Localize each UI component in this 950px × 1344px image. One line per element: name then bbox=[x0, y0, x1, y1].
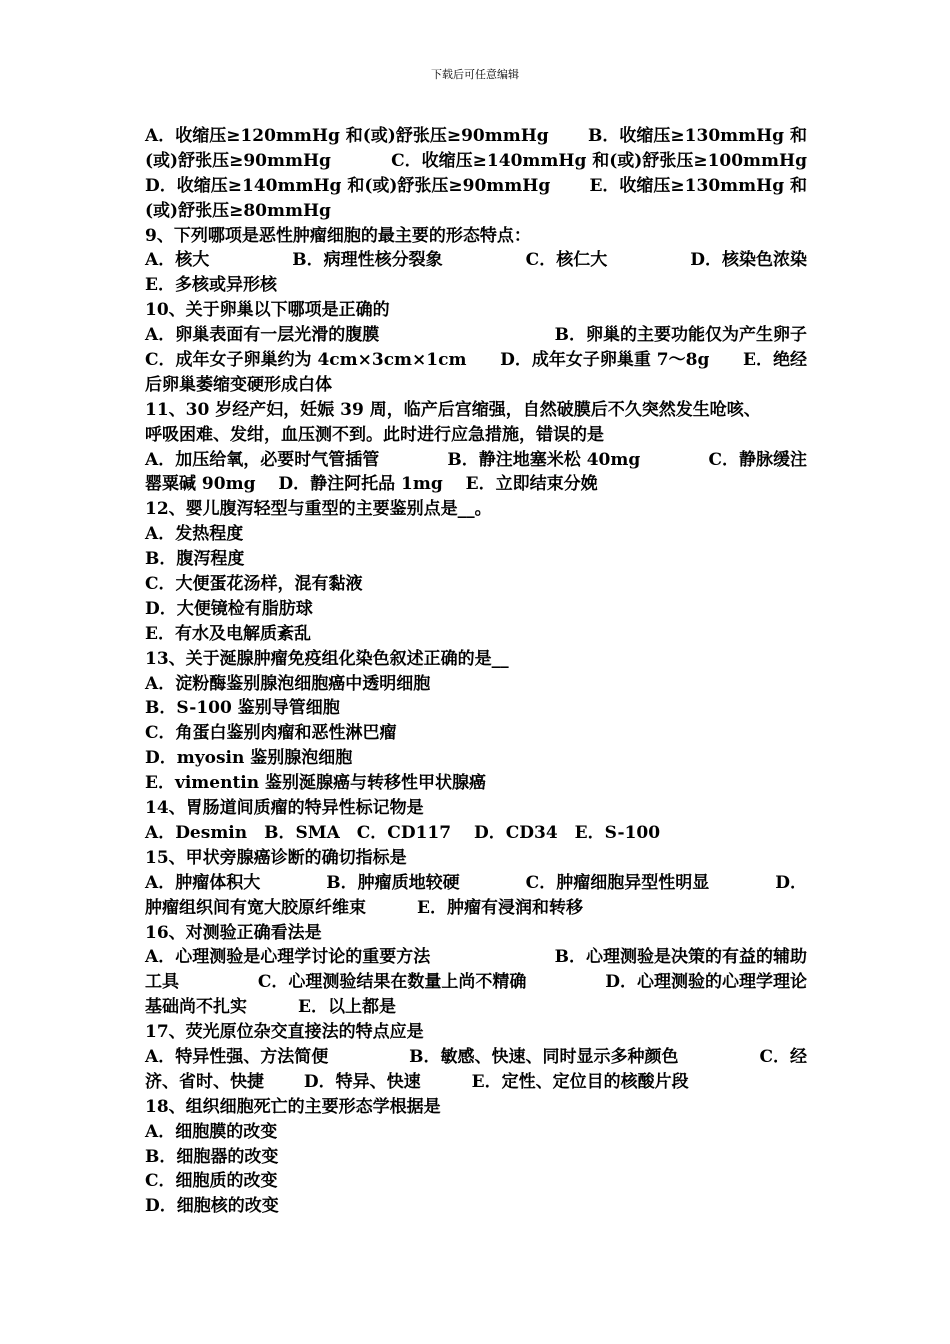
text-line bbox=[145, 696, 807, 721]
text-line bbox=[145, 1145, 807, 1170]
text-line bbox=[145, 721, 807, 746]
text-segment: A．加压给氧，必要时气管插管 bbox=[145, 449, 380, 470]
text-line bbox=[145, 497, 807, 522]
text-segment: E．收缩压≥130mmHg 和 bbox=[589, 175, 807, 196]
text-segment: 15、甲状旁腺癌诊断的确切指标是 bbox=[145, 847, 407, 868]
text-segment: 12、婴儿腹泻轻型与重型的主要鉴别点是__。 bbox=[145, 499, 492, 520]
text-line bbox=[145, 1095, 807, 1120]
text-segment: B．细胞器的改变 bbox=[145, 1146, 279, 1167]
text-segment: E．绝经 bbox=[743, 350, 807, 371]
text-segment: B．腹泻程度 bbox=[145, 549, 245, 570]
text-line bbox=[145, 398, 807, 423]
text-segment: C．经 bbox=[759, 1046, 807, 1067]
text-line bbox=[145, 323, 807, 348]
text-segment: B．卵巢的主要功能仅为产生卵子 bbox=[554, 325, 807, 346]
text-line bbox=[145, 1194, 807, 1219]
text-line bbox=[145, 1020, 807, 1045]
text-segment: C．肿瘤细胞异型性明显 bbox=[525, 872, 710, 893]
text-segment: D．大便镜检有脂肪球 bbox=[145, 598, 313, 619]
text-segment: E．有水及电解质紊乱 bbox=[145, 623, 311, 644]
text-segment: 9、下列哪项是恶性肿瘤细胞的最主要的形态特点： bbox=[145, 225, 531, 246]
text-segment: B．S-100 鉴别导管细胞 bbox=[145, 698, 340, 719]
text-segment: 11、30 岁经产妇，妊娠 39 周，临产后宫缩强，自然破膜后不久突然发生呛咳、 bbox=[145, 399, 761, 420]
text-segment: E．多核或异形核 bbox=[145, 275, 277, 296]
text-segment: C．细胞质的改变 bbox=[145, 1171, 278, 1192]
text-line bbox=[145, 821, 807, 846]
text-segment: (或)舒张压≥90mmHg bbox=[145, 150, 331, 171]
text-segment: 济、省时、快捷 D．特异、快速 E．定性、定位目的核酸片段 bbox=[145, 1071, 689, 1092]
text-segment: A．核大 bbox=[145, 250, 210, 271]
text-line bbox=[145, 796, 807, 821]
text-segment: A．收缩压≥120mmHg 和(或)舒张压≥90mmHg bbox=[145, 126, 549, 146]
text-segment: A．肿瘤体积大 bbox=[145, 872, 261, 893]
text-segment: B．收缩压≥130mmHg 和 bbox=[588, 126, 807, 146]
text-line bbox=[145, 423, 807, 448]
text-segment: C．收缩压≥140mmHg 和(或)舒张压≥100mmHg bbox=[391, 150, 807, 171]
text-segment: D．收缩压≥140mmHg 和(或)舒张压≥90mmHg bbox=[145, 175, 551, 196]
text-line bbox=[145, 373, 807, 398]
text-line bbox=[145, 945, 807, 970]
text-segment: C．心理测验结果在数量上尚不精确 bbox=[257, 972, 527, 993]
text-segment: 17、荧光原位杂交直接法的特点应是 bbox=[145, 1022, 424, 1043]
text-segment: 工具 bbox=[145, 972, 179, 993]
text-line bbox=[145, 771, 807, 796]
text-segment: C．大便蛋花汤样，混有黏液 bbox=[145, 574, 363, 595]
text-line bbox=[145, 896, 807, 921]
text-segment: B．肿瘤质地较硬 bbox=[326, 872, 460, 893]
text-line bbox=[145, 448, 807, 473]
text-segment: C．核仁大 bbox=[525, 250, 608, 271]
text-segment: C．静脉缓注 bbox=[708, 449, 807, 470]
text-line bbox=[145, 871, 807, 896]
text-segment: A．发热程度 bbox=[145, 524, 244, 545]
text-segment: A．心理测验是心理学讨论的重要方法 bbox=[145, 947, 431, 968]
text-segment: 基础尚不扎实 E．以上都是 bbox=[145, 997, 396, 1018]
text-line bbox=[145, 1045, 807, 1070]
text-line bbox=[145, 224, 807, 249]
text-segment: B．静注地塞米松 40mg bbox=[447, 449, 641, 470]
text-line bbox=[145, 647, 807, 672]
text-segment: A．Desmin B．SMA C．CD117 D．CD34 E．S-100 bbox=[145, 822, 661, 843]
text-line bbox=[145, 273, 807, 298]
text-segment: D． bbox=[775, 872, 807, 893]
text-line bbox=[145, 149, 807, 174]
text-segment: D．心理测验的心理学理论 bbox=[605, 972, 807, 993]
text-segment: A．淀粉酶鉴别腺泡细胞癌中透明细胞 bbox=[145, 673, 431, 694]
text-segment: 18、组织细胞死亡的主要形态学根据是 bbox=[145, 1096, 441, 1117]
text-segment: A．细胞膜的改变 bbox=[145, 1121, 278, 1142]
text-line bbox=[145, 174, 807, 199]
text-segment: 呼吸困难、发绀，血压测不到。此时进行应急措施，错误的是 bbox=[145, 424, 604, 445]
text-segment: B．病理性核分裂象 bbox=[292, 250, 443, 271]
text-line bbox=[145, 1169, 807, 1194]
document-body bbox=[145, 124, 807, 1219]
text-line bbox=[145, 672, 807, 697]
text-segment: B．敏感、快速、同时显示多种颜色 bbox=[409, 1046, 679, 1067]
text-line bbox=[145, 124, 807, 149]
text-segment: D．细胞核的改变 bbox=[145, 1196, 279, 1217]
text-line bbox=[145, 298, 807, 323]
text-line bbox=[145, 597, 807, 622]
text-line bbox=[145, 746, 807, 771]
text-line bbox=[145, 522, 807, 547]
page-header: 下载后可任意编辑 bbox=[431, 68, 519, 81]
text-segment: C．角蛋白鉴别肉瘤和恶性淋巴瘤 bbox=[145, 723, 397, 744]
text-line bbox=[145, 622, 807, 647]
text-line bbox=[145, 995, 807, 1020]
text-line bbox=[145, 547, 807, 572]
text-line bbox=[145, 921, 807, 946]
text-segment: 罂粟碱 90mg D．静注阿托品 1mg E．立即结束分娩 bbox=[145, 474, 598, 495]
text-line bbox=[145, 348, 807, 373]
text-line bbox=[145, 1070, 807, 1095]
text-segment: D．核染色浓染 bbox=[690, 250, 807, 271]
text-line bbox=[145, 472, 807, 497]
text-segment: D．myosin 鉴别腺泡细胞 bbox=[145, 748, 353, 769]
text-segment: C．成年女子卵巢约为 4cm×3cm×1cm bbox=[145, 350, 467, 371]
text-segment: 10、关于卵巢以下哪项是正确的 bbox=[145, 300, 390, 321]
text-segment: 后卵巢萎缩变硬形成白体 bbox=[145, 374, 332, 395]
text-segment: D．成年女子卵巢重 7～8g bbox=[500, 350, 710, 371]
text-line bbox=[145, 1120, 807, 1145]
text-segment: A．特异性强、方法简便 bbox=[145, 1046, 329, 1067]
text-line bbox=[145, 248, 807, 273]
text-segment: A．卵巢表面有一层光滑的腹膜 bbox=[145, 325, 380, 346]
text-line bbox=[145, 846, 807, 871]
text-segment: 13、关于涎腺肿瘤免疫组化染色叙述正确的是__ bbox=[145, 648, 509, 669]
text-segment: 16、对测验正确看法是 bbox=[145, 922, 322, 943]
text-segment: 14、胃肠道间质瘤的特异性标记物是 bbox=[145, 798, 424, 819]
text-segment: B．心理测验是决策的有益的辅助 bbox=[554, 947, 807, 968]
text-line bbox=[145, 572, 807, 597]
text-segment: E．vimentin 鉴别涎腺癌与转移性甲状腺癌 bbox=[145, 773, 487, 794]
text-line bbox=[145, 970, 807, 995]
text-segment: (或)舒张压≥80mmHg bbox=[145, 200, 331, 221]
text-line bbox=[145, 199, 807, 224]
text-segment: 肿瘤组织间有宽大胶原纤维束 E．肿瘤有浸润和转移 bbox=[145, 897, 583, 918]
